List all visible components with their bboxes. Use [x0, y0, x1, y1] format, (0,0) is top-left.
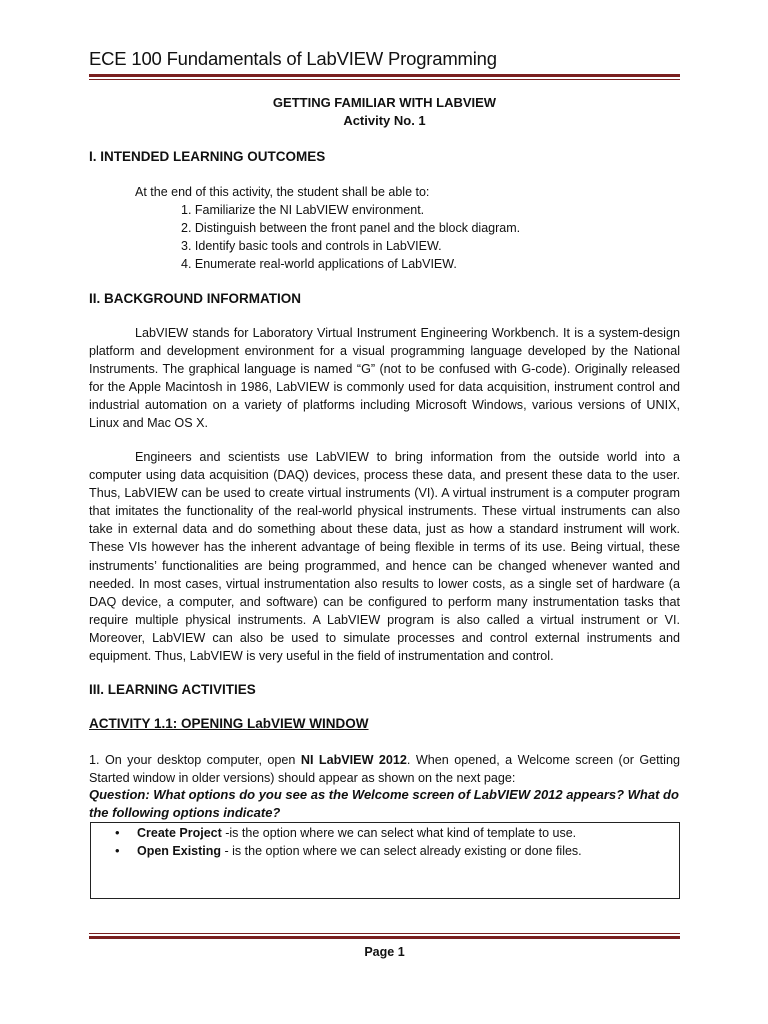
step-1-paragraph — [89, 751, 680, 787]
section-heading-background: II. BACKGROUND INFORMATION — [89, 291, 301, 306]
footer-rule-thin — [89, 933, 680, 934]
ilo-item-3: 3. Identify basic tools and controls in LabVIEW. — [181, 239, 442, 253]
footer-rule-thick — [89, 936, 680, 939]
header-rule-thin — [89, 79, 680, 80]
answer-item — [115, 843, 582, 858]
section-heading-ilo: I. INTENDED LEARNING OUTCOMES — [89, 149, 326, 164]
answer-term: Open Existing — [137, 844, 222, 858]
ilo-item-2: 2. Distinguish between the front panel and the block diagram. — [181, 221, 521, 235]
background-paragraph-1-text: LabVIEW stands for Laboratory Virtual Instrument Engineering Workbench. It is a system-design platform and development environment for a visual programming language developed by the National Instruments. The graphical language is named “G” (not to be confused with G-code). Originally released for the Apple Macintosh in 1986, LabVIEW is commonly used for data acquisition, instrument control and industrial automation on a variety of platforms including Microsoft Windows, various versions of UNIX, Linux and Mac OS X. — [89, 326, 680, 431]
section-heading-learning: III. LEARNING ACTIVITIES — [89, 682, 256, 697]
step-1-prefix: 1. On your desktop computer, open — [89, 753, 301, 767]
answer-item — [115, 825, 576, 840]
background-paragraph-2-text: Engineers and scientists use LabVIEW to bring information from the outside world into a computer using data acquisition (DAQ) devices, process these data, and present these data to the user. Thus, LabVIEW can be used to create virtual instruments (VI). A virtual instrument is a computer program that imitates the functionality of the real-world physical instruments. These virtual instruments can also take in external data and do something about these data, just as how a standard instrument will work. These VIs however has the inherent advantage of being flexible in terms of its use. Being virtual, these instruments’ functionalities are being programmed, and hence can be changed whenever wanted and needed. In most cases, virtual instrumentation also results to lower costs, as a single set of hardware (a DAQ device, a computer, and software) can be configured to perform many instrumentation tasks that require multiple physical instruments. A LabVIEW program is also called a virtual instrument or VI. Moreover, LabVIEW can also be used to simulate processes and control external instruments and equipment. Thus, LabVIEW is very useful in the field of instrumentation and control. — [89, 450, 680, 664]
background-paragraph-2 — [89, 448, 680, 665]
step-1-app-name: NI LabVIEW 2012 — [300, 753, 407, 767]
bullet-icon: • — [115, 825, 120, 840]
bullet-icon: • — [115, 843, 120, 858]
ilo-intro: At the end of this activity, the student shall be able to: — [135, 185, 430, 199]
answer-text: - is the option where we can select already existing or done files. — [221, 844, 582, 858]
activity-title: ACTIVITY 1.1: OPENING LabVIEW WINDOW — [89, 716, 369, 731]
header-rule-thick — [89, 74, 680, 77]
answer-text: -is the option where we can select what kind of template to use. — [221, 826, 577, 840]
background-paragraph-1 — [89, 324, 680, 433]
doc-subtitle: Activity No. 1 — [343, 113, 426, 128]
ilo-item-1: 1. Familiarize the NI LabVIEW environment. — [181, 203, 425, 217]
answer-term: Create Project — [137, 826, 222, 840]
answer-box — [90, 822, 680, 899]
doc-title: GETTING FAMILIAR WITH LABVIEW — [272, 95, 497, 110]
header-title: ECE 100 Fundamentals of LabVIEW Programming — [89, 48, 497, 69]
ilo-item-4: 4. Enumerate real-world applications of LabVIEW. — [181, 257, 457, 271]
question-text: Question: What options do you see as the Welcome screen of LabVIEW 2012 appears? What do the following options indicate? — [89, 787, 679, 820]
page-number: Page 1 — [364, 945, 405, 959]
step-1-suffix: . When opened, a Welcome screen (or Getting Started window in older versions) should appear as shown on the next page: — [89, 753, 680, 786]
